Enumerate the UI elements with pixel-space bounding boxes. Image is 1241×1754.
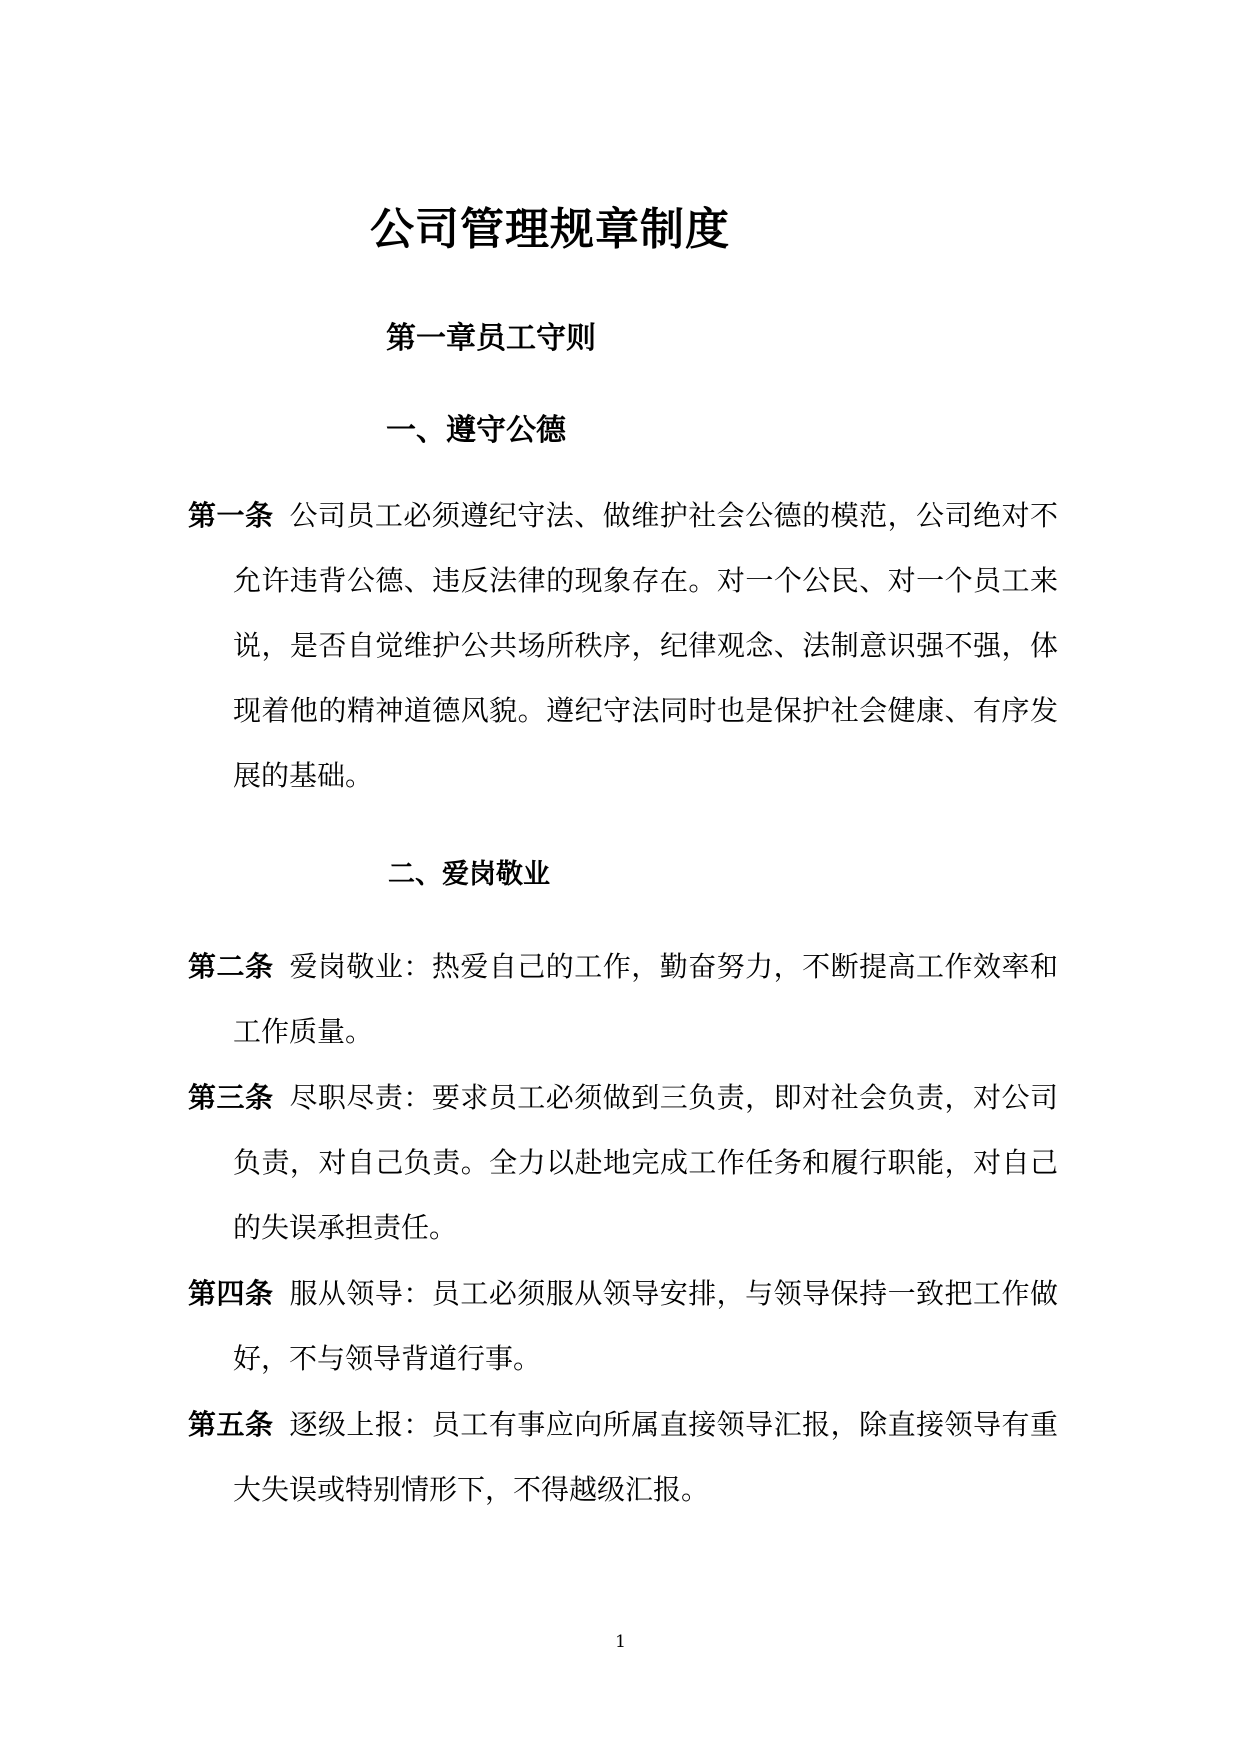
article-3 [188,1065,1058,1260]
article-label: 第五条 [188,1408,274,1441]
article-text: 公司员工必须遵纪守法、做维护社会公德的模范，公司绝对不允许违背公德、违反法律的现象存在。对一个公民、对一个员工来说，是否自觉维护公共场所秩序，纪律观念、法制意识强不强，体现着他的精神道德风貌。遵纪守法同时也是保护社会健康、有序发展的基础。 [233,499,1058,792]
section-heading-1: 一、遵守公德 [386,413,566,448]
article-5 [188,1392,1058,1522]
article-text: 服从领导：员工必须服从领导安排，与领导保持一致把工作做好，不与领导背道行事。 [233,1277,1058,1375]
article-text: 爱岗敬业：热爱自己的工作，勤奋努力，不断提高工作效率和工作质量。 [233,950,1058,1048]
section-heading-2: 二、爱岗敬业 [388,859,550,890]
article-1 [188,483,1058,808]
article-4 [188,1261,1058,1391]
article-label: 第三条 [188,1081,274,1114]
page-number: 1 [615,1632,626,1652]
article-label: 第一条 [188,499,274,532]
chapter-heading: 第一章员工守则 [386,321,596,356]
document-title: 公司管理规章制度 [370,204,730,255]
article-text: 逐级上报：员工有事应向所属直接领导汇报，除直接领导有重大失误或特别情形下，不得越级汇报。 [233,1408,1058,1506]
article-label: 第四条 [188,1277,274,1310]
article-text: 尽职尽责：要求员工必须做到三负责，即对社会负责，对公司负责，对自己负责。全力以赴地完成工作任务和履行职能，对自己的失误承担责任。 [233,1081,1058,1244]
article-label: 第二条 [188,950,274,983]
article-2 [188,934,1058,1064]
